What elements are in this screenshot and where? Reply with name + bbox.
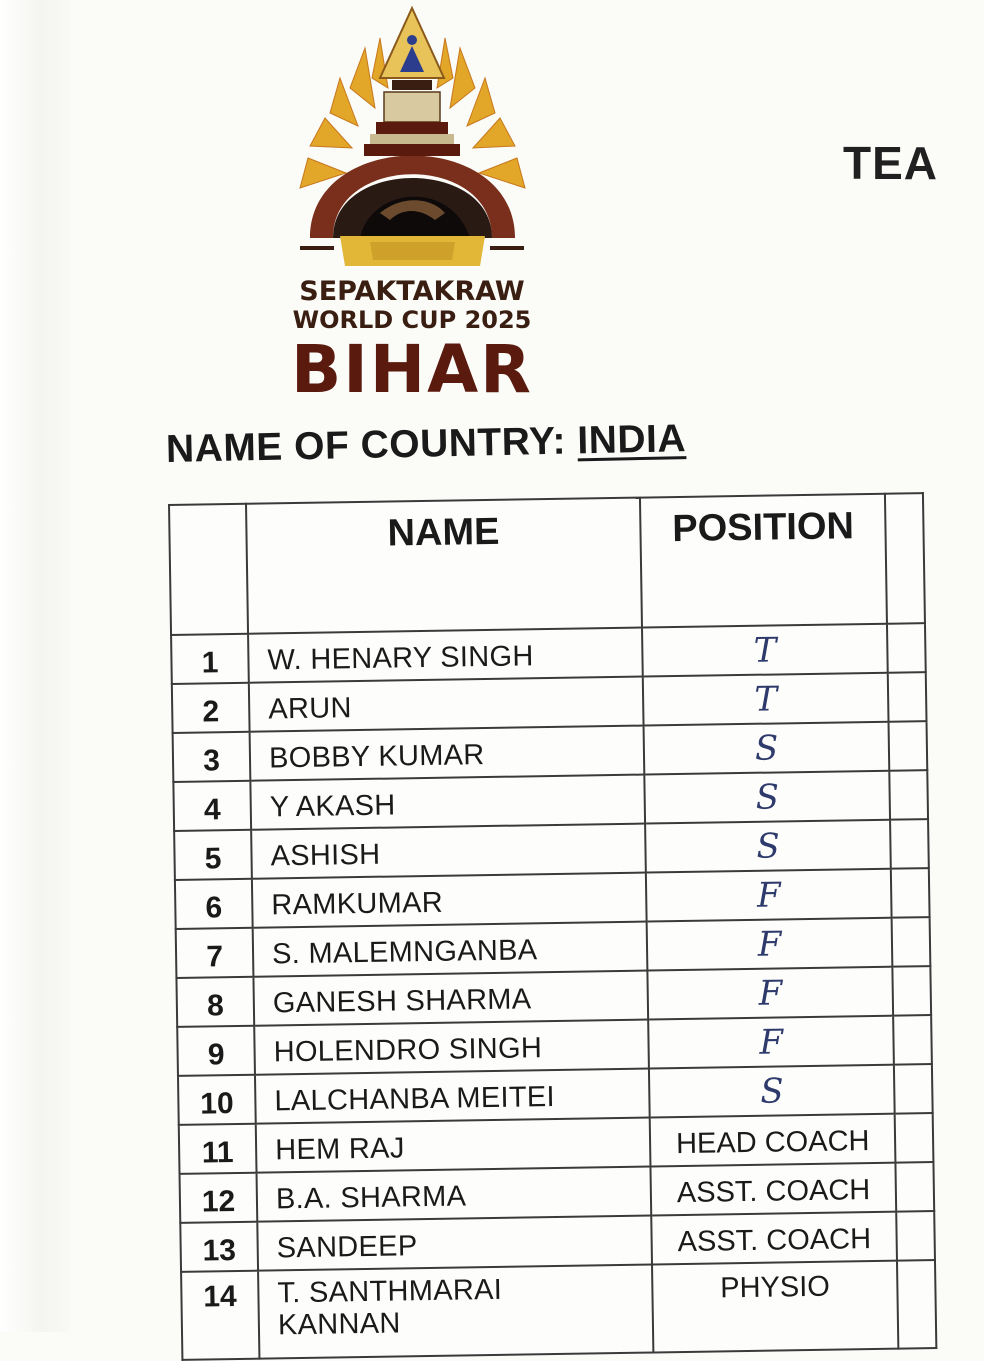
row-number: 7 (176, 928, 254, 978)
player-name: ASHISH (251, 824, 646, 879)
row-number: 3 (173, 732, 251, 782)
player-position: T (753, 630, 777, 671)
extra-cell (890, 770, 928, 820)
player-position-cell (642, 624, 888, 677)
row-number: 9 (177, 1026, 255, 1076)
player-name: ARUN (249, 677, 644, 732)
staff-role: HEAD COACH (650, 1114, 896, 1167)
row-number: 1 (171, 634, 249, 684)
player-position-cell (643, 673, 889, 726)
player-position: F (759, 1022, 784, 1063)
staff-name: SANDEEP (257, 1215, 652, 1270)
player-position-cell (644, 771, 890, 824)
player-position: F (758, 973, 783, 1014)
player-position: S (755, 777, 780, 818)
header-number (169, 504, 248, 635)
country-value: INDIA (576, 417, 687, 463)
form-title-partial: TEA (843, 137, 938, 189)
extra-cell (889, 721, 927, 771)
player-position-cell (646, 869, 892, 922)
extra-cell (892, 917, 930, 967)
event-logo-graphic (280, 8, 545, 408)
event-logo (280, 8, 545, 408)
player-name: Y AKASH (250, 775, 645, 830)
extra-cell (895, 1113, 933, 1163)
player-name: RAMKUMAR (252, 873, 647, 928)
table-row (181, 1260, 936, 1360)
player-name: GANESH SHARMA (253, 971, 648, 1026)
player-position-cell (645, 820, 891, 873)
row-number: 10 (178, 1075, 256, 1125)
extra-cell (891, 819, 929, 869)
row-number: 12 (180, 1173, 258, 1223)
staff-name: HEM RAJ (256, 1118, 651, 1173)
player-name: BOBBY KUMAR (250, 726, 645, 781)
extra-cell (887, 623, 925, 673)
player-name: HOLENDRO SINGH (254, 1020, 649, 1075)
extra-cell (894, 1064, 932, 1114)
staff-name-continued: KANNAN (277, 1307, 401, 1342)
roster-table-container (168, 504, 924, 1342)
row-number: 13 (180, 1222, 258, 1272)
extra-cell (888, 672, 926, 722)
logo-text-line1: SEPAKTAKRAW (299, 276, 525, 307)
page-edge-shadow (0, 0, 70, 1332)
header-name: NAME (246, 498, 642, 634)
player-position: S (760, 1071, 784, 1112)
row-number: 11 (179, 1124, 257, 1174)
player-position-cell (647, 967, 893, 1020)
header-position: POSITION (640, 494, 888, 628)
extra-cell (891, 868, 929, 918)
player-position-cell (648, 1016, 894, 1069)
staff-role: ASST. COACH (651, 1212, 897, 1265)
logo-text-line2: WORLD CUP 2025 (292, 306, 532, 334)
player-position: S (756, 826, 781, 867)
player-position-cell (643, 722, 889, 775)
roster-table (168, 492, 937, 1361)
extra-cell (896, 1162, 934, 1212)
player-position: T (754, 679, 778, 720)
row-number: 4 (173, 781, 251, 831)
player-position: F (756, 875, 782, 916)
player-name: LALCHANBA MEITEI (255, 1069, 650, 1124)
row-number: 14 (181, 1271, 259, 1360)
staff-name: B.A. SHARMA (257, 1167, 652, 1222)
player-position-cell (649, 1065, 895, 1118)
player-name: W. HENARY SINGH (248, 628, 643, 683)
row-number: 8 (176, 977, 254, 1027)
row-number: 5 (174, 830, 252, 880)
staff-role: ASST. COACH (650, 1163, 896, 1216)
country-line (166, 417, 687, 472)
extra-cell (894, 1015, 932, 1065)
player-position-cell (646, 918, 892, 971)
row-number: 2 (172, 683, 250, 733)
logo-text-line3: BIHAR (291, 331, 533, 408)
player-position: S (754, 728, 779, 769)
country-label: NAME OF COUNTRY: (165, 419, 567, 471)
header-extra (885, 493, 925, 624)
extra-cell (897, 1260, 936, 1349)
row-number: 6 (175, 879, 253, 929)
player-name: S. MALEMNGANBA (253, 922, 648, 977)
extra-cell (893, 966, 931, 1016)
table-header-row (169, 493, 925, 635)
player-position: F (757, 924, 782, 965)
staff-role: PHYSIO (652, 1261, 899, 1353)
staff-name: T. SANTHMARAI (277, 1273, 503, 1310)
staff-name-cell (258, 1264, 653, 1358)
extra-cell (897, 1211, 935, 1261)
